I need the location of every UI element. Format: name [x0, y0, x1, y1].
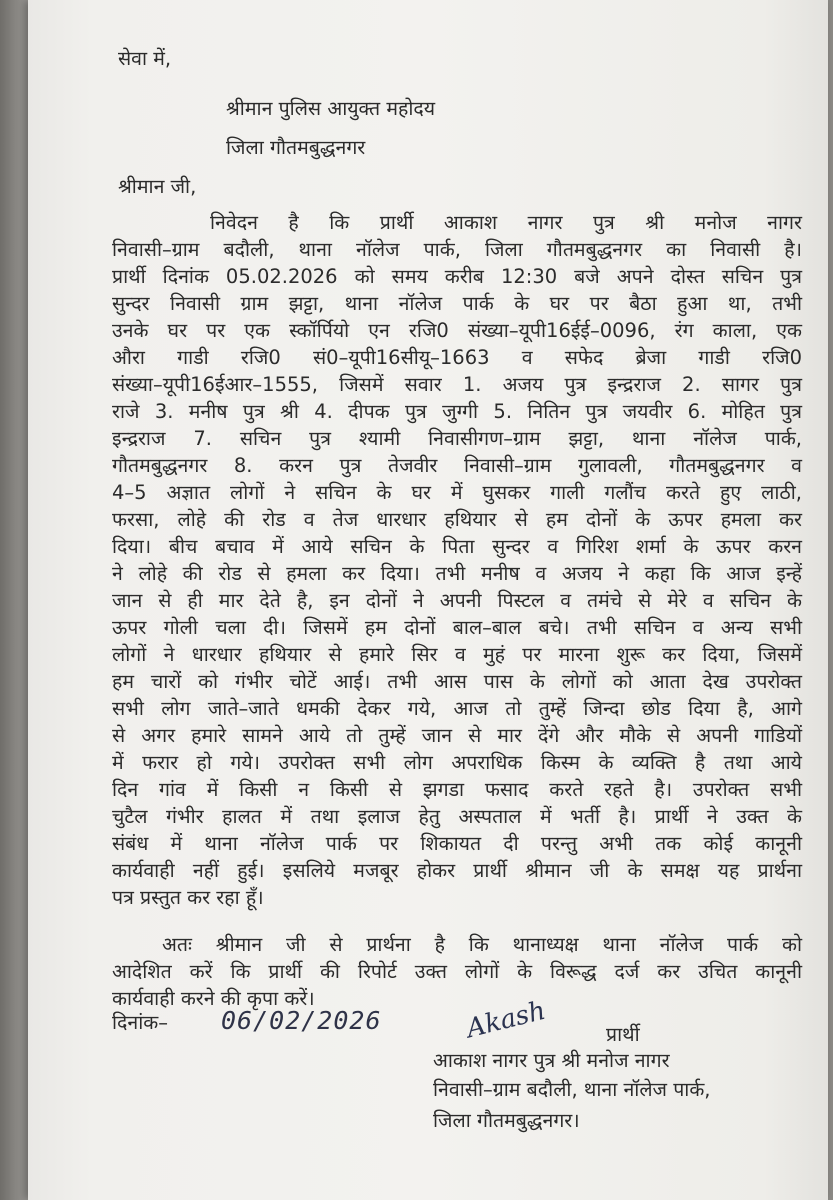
handwritten-date: 06/02/2026: [221, 1006, 382, 1035]
letter-page: [28, 0, 828, 1200]
body-line: दिन गांव में किसी न किसी से झगडा फसाद करते रहते है। उपरोक्त सभी: [112, 778, 802, 801]
date-label: दिनांक–: [112, 1011, 169, 1034]
body-line: हम चारों को गंभीर चोटें आई। तभी आस पास के लोगों को आता देख उपरोक्त: [112, 670, 802, 693]
applicant-signature: Akash: [463, 995, 549, 1045]
body-line: संख्या–यूपी16ईआर–1555, जिसमें सवार 1. अजय पुत्र इन्द्रराज 2. सागर पुत्र: [112, 373, 802, 396]
body-line: दिया। बीच बचाव में आये सचिन के पिता सुन्दर व गिरिश शर्मा के ऊपर करन: [112, 535, 802, 558]
body-line: प्रार्थी दिनांक 05.02.2026 को समय करीब 12:30 बजे अपने दोस्त सचिन पुत्र: [112, 265, 802, 288]
request-line: अतः श्रीमान जी से प्रार्थना है कि थानाध्यक्ष थाना नॉलेज पार्क को: [162, 933, 802, 956]
salutation-to: सेवा में,: [118, 47, 172, 70]
body-line: लोगों ने धारधार हथियार से हमारे सिर व मुहं पर मारना शुरू कर दिया, जिसमें: [112, 643, 802, 666]
body-line: संबंध में थाना नॉलेज पार्क पर शिकायत दी परन्तु अभी तक कोई कानूनी: [112, 832, 802, 855]
body-line: में फरार हो गये। उपरोक्त सभी लोग अपराधिक किस्म के व्यक्ति है तथा आये: [112, 751, 802, 774]
body-line: ऊपर गोली चला दी। जिसमें हम दोनों बाल–बाल बचे। तभी सचिन व अन्य सभी: [112, 616, 802, 639]
applicant-name: आकाश नागर पुत्र श्री मनोज नागर: [433, 1049, 670, 1072]
body-line: ने लोहे की रोड से हमला कर दिया। तभी मनीष व अजय ने कहा कि आज इन्हें: [112, 562, 802, 585]
body-line: सभी लोग जाते–जाते धमकी देकर गये, आज तो तुम्हें जिन्दा छोड दिया है, आगे: [112, 697, 802, 720]
body-line: इन्द्रराज 7. सचिन पुत्र श्यामी निवासीगण–ग्राम झट्टा, थाना नॉलेज पार्क,: [112, 427, 802, 450]
body-line: जान से ही मार देते है, इन दोनों ने अपनी पिस्टल व तमंचे से मेरे व सचिन के: [112, 589, 802, 612]
body-line: उनके घर पर एक स्कॉर्पियो एन रजि0 संख्या–यूपी16ईई–0096, रंग काला, एक: [112, 319, 802, 342]
body-line: फरसा, लोहे की रोड व तेज धारधार हथियार से हम दोनों के ऊपर हमला कर: [112, 508, 802, 531]
body-line: राजे 3. मनीष पुत्र श्री 4. दीपक पुत्र जुग्गी 5. नितिन पुत्र जयवीर 6. मोहित पुत्र: [112, 400, 802, 423]
request-line: आदेशित करें कि प्रार्थी की रिपोर्ट उक्त लोगों के विरूद्ध दर्ज कर उचित कानूनी: [112, 960, 802, 983]
body-line: से अगर हमारे सामने आये तो तुम्हें जान से मार देंगे और मौके से अपनी गाडियों: [112, 724, 802, 747]
body-line: 4–5 अज्ञात लोगों ने सचिन के घर में घुसकर गाली गलौंच करते हुए लाठी,: [112, 481, 802, 504]
body-line: निवासी–ग्राम बदौली, थाना नॉलेज पार्क, जिला गौतमबुद्धनगर का निवासी है।: [112, 238, 802, 261]
body-line: औरा गाडी रजि0 सं0–यूपी16सीयू–1663 व सफेद ब्रेजा गाडी रजि0: [112, 346, 802, 369]
body-line: पत्र प्रस्तुत कर रहा हूँ।: [112, 886, 264, 909]
body-line: चुटैल गंभीर हालत में तथा इलाज हेतु अस्पताल में भर्ती है। प्रार्थी ने उक्त के: [112, 805, 802, 828]
recipient-district: जिला गौतमबुद्धनगर: [226, 136, 366, 159]
request-line: कार्यवाही करने की कृपा करें।: [112, 987, 315, 1010]
applicant-label: प्रार्थी: [606, 1023, 640, 1046]
applicant-district: जिला गौतमबुद्धनगर।: [433, 1109, 580, 1132]
greeting: श्रीमान जी,: [118, 175, 197, 198]
applicant-address: निवासी–ग्राम बदौली, थाना नॉलेज पार्क,: [433, 1078, 711, 1101]
page-left-edge: [0, 0, 28, 1200]
body-line: सुन्दर निवासी ग्राम झट्टा, थाना नॉलेज पार्क के घर पर बैठा हुआ था, तभी: [112, 292, 802, 315]
body-line: कार्यवाही नहीं हुई। इसलिये मजबूर होकर प्रार्थी श्रीमान जी के समक्ष यह प्रार्थना: [112, 859, 802, 882]
body-line: निवेदन है कि प्रार्थी आकाश नागर पुत्र श्री मनोज नागर: [210, 211, 802, 234]
body-line: गौतमबुद्धनगर 8. करन पुत्र तेजवीर निवासी–ग्राम गुलावली, गौतमबुद्धनगर व: [112, 454, 802, 477]
recipient-title: श्रीमान पुलिस आयुक्त महोदय: [226, 97, 436, 120]
